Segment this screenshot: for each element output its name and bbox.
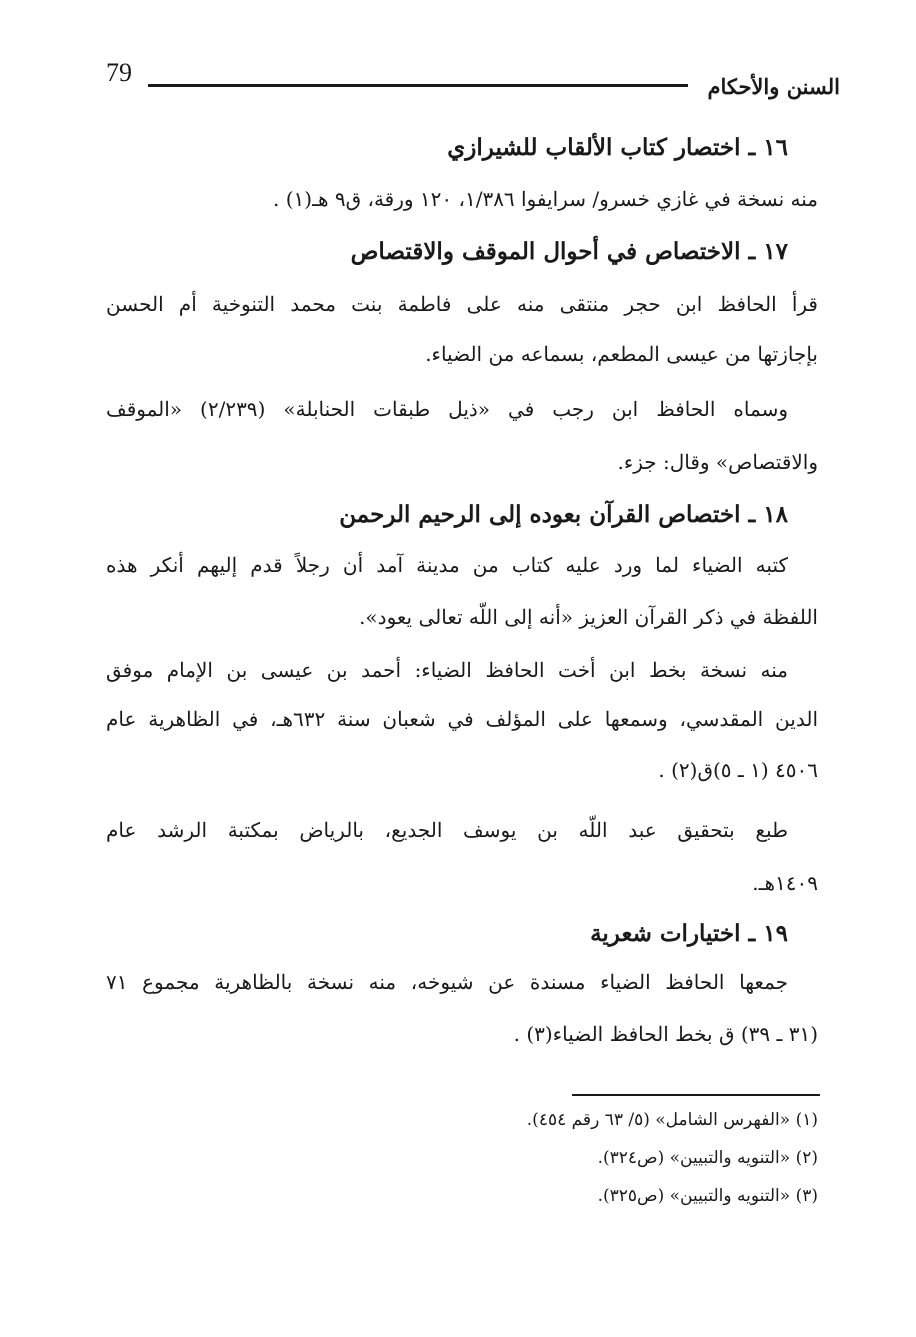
section-17-line-3: وسماه الحافظ ابن رجب في «ذيل طبقات الحنابلة» (٢/٢٣٩) «الموقف bbox=[106, 397, 788, 421]
section-heading-18: ١٨ ـ اختصاص القرآن بعوده إلى الرحيم الرحمن bbox=[339, 501, 788, 528]
section-17-line-1: قرأ الحافظ ابن حجر منتقى منه على فاطمة بنت محمد التنوخية أم الحسن bbox=[106, 292, 818, 316]
header-rule bbox=[148, 84, 688, 87]
section-18-line-4: الدين المقدسي، وسمعها على المؤلف في شعبان سنة ٦٣٢هـ، في الظاهرية عام bbox=[106, 707, 818, 731]
section-18-line-5: ٤٥٠٦ (١ ـ ٥)ق(٢) . bbox=[658, 758, 818, 782]
section-18-line-1: كتبه الضياء لما ورد عليه كتاب من مدينة آمد أن رجلاً قدم إليهم أنكر هذه bbox=[106, 553, 788, 577]
section-heading-17: ١٧ ـ الاختصاص في أحوال الموقف والاقتصاص bbox=[350, 238, 788, 265]
section-18-line-3: منه نسخة بخط ابن أخت الحافظ الضياء: أحمد بن عيسى بن الإمام موفق bbox=[106, 658, 788, 682]
section-18-line-2: اللفظة في ذكر القرآن العزيز «أنه إلى اللّه تعالى يعود». bbox=[359, 605, 818, 629]
footnote-3: (٣) «التنويه والتبيين» (ص٣٢٥). bbox=[597, 1186, 818, 1206]
page-number: 79 bbox=[106, 58, 132, 87]
section-18-line-6: طبع بتحقيق عبد اللّه بن يوسف الجديع، بالرياض بمكتبة الرشد عام bbox=[106, 818, 788, 842]
footnote-separator bbox=[572, 1094, 820, 1096]
running-title: السنن والأحكام bbox=[707, 74, 840, 99]
page-header bbox=[100, 58, 840, 108]
section-heading-19: ١٩ ـ اختيارات شعرية bbox=[590, 920, 788, 947]
footnote-1: (١) «الفهرس الشامل» (٥/ ٦٣ رقم ٤٥٤). bbox=[526, 1110, 818, 1130]
section-18-line-7: ١٤٠٩هـ. bbox=[752, 871, 818, 895]
section-heading-16: ١٦ ـ اختصار كتاب الألقاب للشيرازي bbox=[447, 134, 788, 161]
section-16-line-1: منه نسخة في غازي خسرو/ سرايفوا ١/٣٨٦، ١٢٠ ورقة، ق٩ هـ(١) . bbox=[273, 187, 818, 211]
section-19-line-2: (٣١ ـ ٣٩) ق بخط الحافظ الضياء(٣) . bbox=[513, 1022, 818, 1046]
section-17-line-4: والاقتصاص» وقال: جزء. bbox=[617, 450, 818, 474]
footnote-2: (٢) «التنويه والتبيين» (ص٣٢٤). bbox=[597, 1148, 818, 1168]
section-19-line-1: جمعها الحافظ الضياء مسندة عن شيوخه، منه نسخة بالظاهرية مجموع ٧١ bbox=[106, 970, 788, 994]
section-17-line-2: بإجازتها من عيسى المطعم، بسماعه من الضياء. bbox=[425, 342, 818, 366]
